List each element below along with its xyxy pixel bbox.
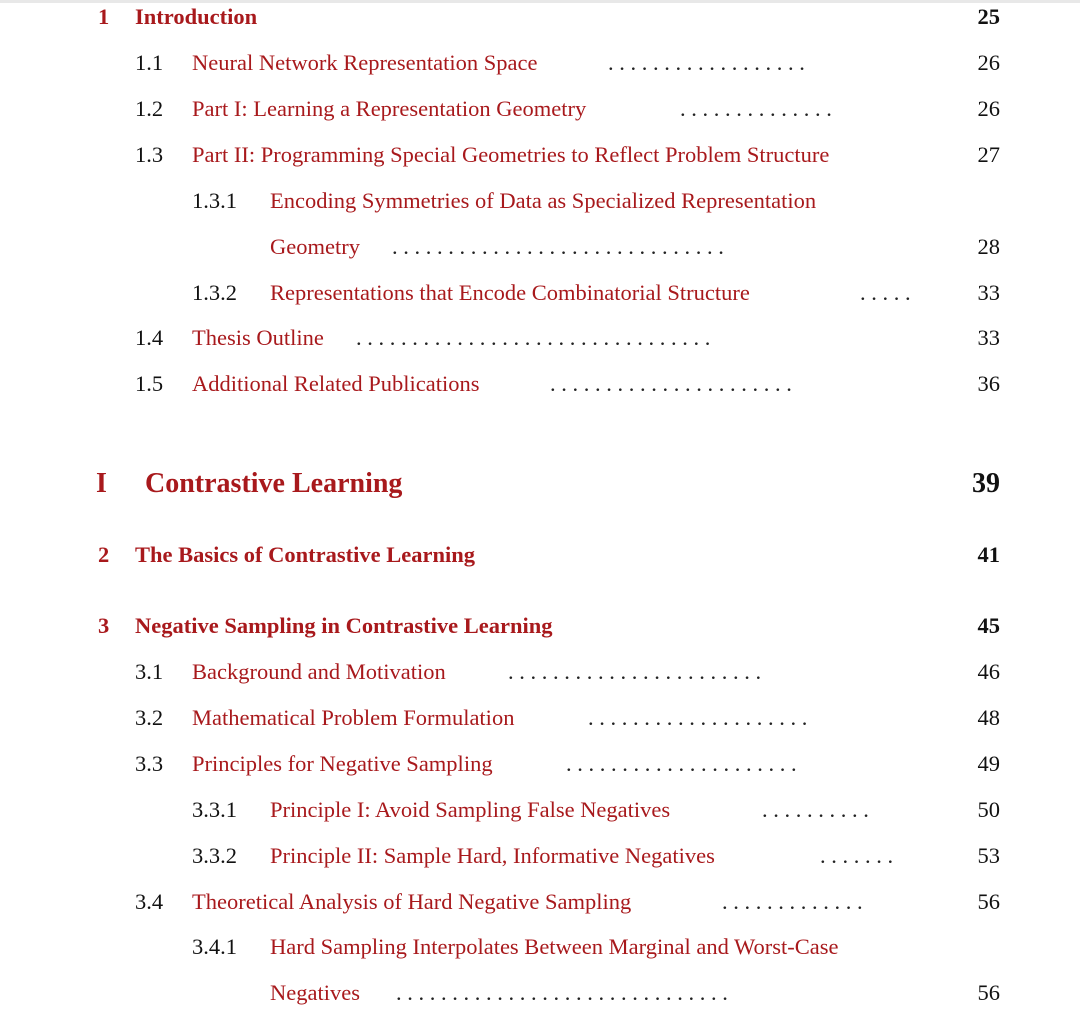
part-number: I (96, 468, 107, 499)
section-number: 3.1 (135, 659, 164, 684)
section-title[interactable]: Neural Network Representation Space (192, 50, 538, 75)
leader-dots: . . . . . . . . . . . . . . . . . . . . (588, 705, 808, 730)
toc-subsection-1-3-2[interactable] (0, 276, 1080, 310)
subsection-number: 3.3.2 (192, 843, 237, 868)
toc-section-1-4[interactable] (0, 321, 1080, 355)
section-title[interactable]: Part II: Programming Special Geometries to Reflect Problem Structure (192, 142, 830, 167)
subsection-title[interactable]: Principle II: Sample Hard, Informative Negatives (270, 843, 715, 868)
subsection-title-line1[interactable]: Hard Sampling Interpolates Between Marginal and Worst-Case (270, 934, 839, 959)
section-number: 1.4 (135, 325, 164, 350)
toc-section-1-1[interactable] (0, 46, 1080, 80)
page-number: 50 (977, 797, 1000, 822)
section-number: 3.2 (135, 705, 164, 730)
toc-section-3-4[interactable] (0, 885, 1080, 919)
leader-dots: . . . . . . . . . . . . . . . . . . (608, 50, 805, 75)
leader-dots: . . . . . . . . . . . . . . . . . . . . . . . . . . . . . . . . (356, 325, 711, 350)
toc-subsection-3-4-1[interactable] (0, 930, 1080, 964)
section-title[interactable]: Part I: Learning a Representation Geometry (192, 96, 587, 121)
leader-dots: . . . . . (860, 280, 911, 305)
subsection-title-line2[interactable]: Geometry (270, 234, 360, 259)
subsection-number: 3.4.1 (192, 934, 237, 959)
toc-section-1-3[interactable] (0, 138, 1080, 172)
subsection-number: 1.3.1 (192, 188, 237, 213)
section-number: 3.3 (135, 751, 164, 776)
subsection-title-line1[interactable]: Encoding Symmetries of Data as Specialized Representation (270, 188, 817, 213)
subsection-number: 3.3.1 (192, 797, 237, 822)
page-number: 25 (977, 4, 1000, 29)
page-number: 36 (977, 371, 1000, 396)
toc-section-3-3[interactable] (0, 747, 1080, 781)
chapter-number: 2 (98, 542, 110, 567)
chapter-number: 1 (98, 4, 110, 29)
section-number: 3.4 (135, 889, 164, 914)
toc-subsection-1-3-1-cont[interactable] (0, 230, 1080, 264)
page-number: 49 (977, 751, 1000, 776)
page-number: 33 (977, 280, 1000, 305)
page-number: 45 (977, 613, 1000, 638)
page-number: 27 (977, 142, 1000, 167)
chapter-title[interactable]: Introduction (135, 4, 258, 29)
page-number: 39 (972, 468, 1000, 499)
section-number: 1.3 (135, 142, 164, 167)
leader-dots: . . . . . . . . . . . . . . . . . . . . . . . . . . . . . . (392, 234, 724, 259)
page-number: 41 (977, 542, 1000, 567)
section-number: 1.5 (135, 371, 164, 396)
page-number: 56 (977, 980, 1000, 1005)
leader-dots: . . . . . . . . . . . . . . . . . . . . . (566, 751, 797, 776)
subsection-title[interactable]: Representations that Encode Combinatorial Structure (270, 280, 750, 305)
page-number: 56 (977, 889, 1000, 914)
toc-section-3-1[interactable] (0, 655, 1080, 689)
section-number: 1.2 (135, 96, 164, 121)
section-title[interactable]: Principles for Negative Sampling (192, 751, 493, 776)
leader-dots: . . . . . . . . . . (762, 797, 869, 822)
toc-subsection-1-3-1[interactable] (0, 184, 1080, 218)
toc-section-1-2[interactable] (0, 92, 1080, 126)
leader-dots: . . . . . . . . . . . . . . . . . . . . . . . (508, 659, 762, 684)
leader-dots: . . . . . . . . . . . . . . (680, 96, 832, 121)
toc-part-1[interactable] (0, 464, 1080, 504)
page-number: 28 (977, 234, 1000, 259)
toc-section-3-2[interactable] (0, 701, 1080, 735)
chapter-title[interactable]: The Basics of Contrastive Learning (135, 542, 475, 567)
page-number: 48 (977, 705, 1000, 730)
subsection-number: 1.3.2 (192, 280, 237, 305)
page-number: 26 (977, 96, 1000, 121)
chapter-title[interactable]: Negative Sampling in Contrastive Learning (135, 613, 553, 638)
page-number: 26 (977, 50, 1000, 75)
subsection-title-line2[interactable]: Negatives (270, 980, 360, 1005)
section-title[interactable]: Thesis Outline (192, 325, 324, 350)
section-number: 1.1 (135, 50, 164, 75)
section-title[interactable]: Theoretical Analysis of Hard Negative Sampling (192, 889, 632, 914)
page-number: 33 (977, 325, 1000, 350)
toc-subsection-3-3-1[interactable] (0, 793, 1080, 827)
chapter-number: 3 (98, 613, 110, 638)
leader-dots: . . . . . . . (820, 843, 894, 868)
toc-section-1-5[interactable] (0, 367, 1080, 401)
part-title[interactable]: Contrastive Learning (145, 468, 403, 499)
toc-subsection-3-3-2[interactable] (0, 839, 1080, 873)
leader-dots: . . . . . . . . . . . . . . . . . . . . . . . . . . . . . . (396, 980, 728, 1005)
toc-chapter-1[interactable] (0, 0, 1080, 34)
section-title[interactable]: Additional Related Publications (192, 371, 480, 396)
leader-dots: . . . . . . . . . . . . . (722, 889, 863, 914)
leader-dots: . . . . . . . . . . . . . . . . . . . . . . (550, 371, 792, 396)
section-title[interactable]: Mathematical Problem Formulation (192, 705, 515, 730)
subsection-title[interactable]: Principle I: Avoid Sampling False Negatives (270, 797, 671, 822)
section-title[interactable]: Background and Motivation (192, 659, 446, 684)
toc-chapter-3[interactable] (0, 609, 1080, 643)
page-number: 46 (977, 659, 1000, 684)
toc-chapter-2[interactable] (0, 538, 1080, 572)
page-number: 53 (977, 843, 1000, 868)
toc-subsection-3-4-1-cont[interactable] (0, 976, 1080, 1010)
